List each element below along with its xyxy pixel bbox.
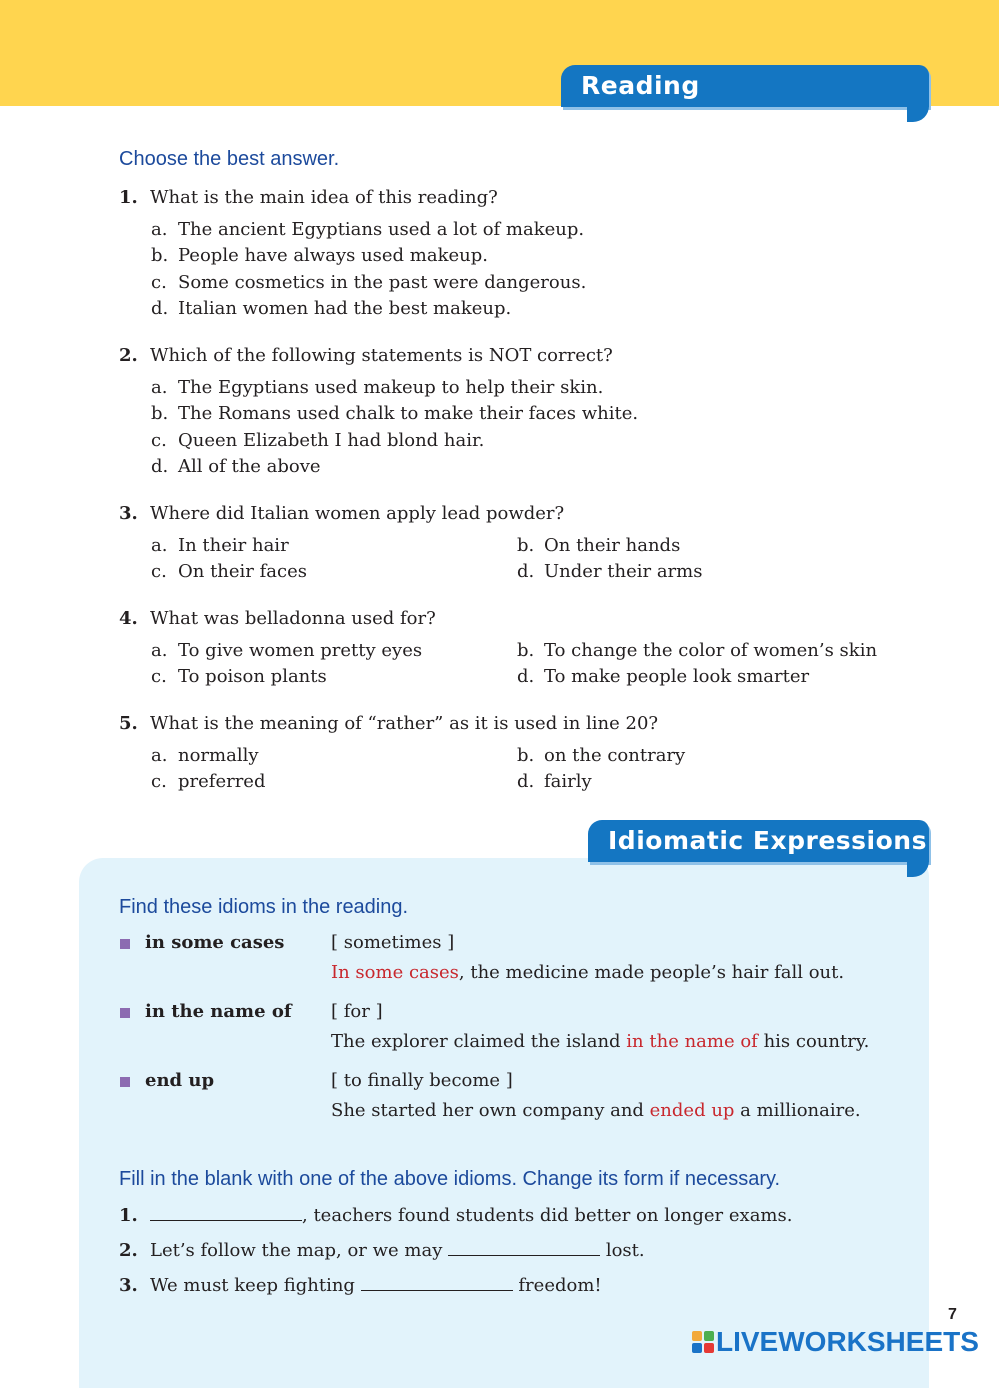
question-5: 5. What is the meaning of “rather” as it is used in line 20? (119, 713, 659, 734)
option-2d[interactable]: d. All of the above (151, 456, 321, 477)
option-4a[interactable]: a. To give women pretty eyes (151, 640, 423, 661)
idiom-example: In some cases, the medicine made people’s hair fall out. (331, 962, 845, 983)
option-1b[interactable]: b. People have always used makeup. (151, 245, 488, 266)
square-bullet-icon (120, 939, 130, 949)
idiom-term: in the name of (145, 1001, 292, 1022)
idiom-definition: [ sometimes ] (331, 932, 455, 953)
tab-tail-decoration (907, 104, 929, 122)
idiom-example: She started her own company and ended up a millionaire. (331, 1100, 861, 1121)
question-4: 4. What was belladonna used for? (119, 608, 436, 629)
option-3a[interactable]: a. In their hair (151, 535, 289, 556)
square-bullet-icon (120, 1077, 130, 1087)
page-number: 7 (948, 1306, 957, 1323)
fill-item-2: 2. Let’s follow the map, or we may lost. (119, 1240, 645, 1261)
option-1a[interactable]: a. The ancient Egyptians used a lot of makeup. (151, 219, 585, 240)
option-5a[interactable]: a. normally (151, 745, 259, 766)
option-1c[interactable]: c. Some cosmetics in the past were dangerous. (151, 272, 587, 293)
idiom-example: The explorer claimed the island in the name of his country. (331, 1031, 870, 1052)
idioms-instruction: Find these idioms in the reading. (119, 896, 409, 918)
option-2a[interactable]: a. The Egyptians used makeup to help their skin. (151, 377, 604, 398)
blank-input[interactable] (448, 1241, 600, 1256)
reading-instruction: Choose the best answer. (119, 148, 340, 170)
idiomatic-expressions-tab: Idiomatic Expressions (588, 820, 929, 862)
option-5b[interactable]: b. on the contrary (517, 745, 686, 766)
idiom-term: in some cases (145, 932, 285, 953)
option-3b[interactable]: b. On their hands (517, 535, 681, 556)
option-3d[interactable]: d. Under their arms (517, 561, 703, 582)
fill-item-3: 3. We must keep fighting freedom! (119, 1275, 602, 1296)
question-2: 2. Which of the following statements is NOT correct? (119, 345, 613, 366)
option-4c[interactable]: c. To poison plants (151, 666, 327, 687)
fill-item-1: 1. , teachers found students did better on longer exams. (119, 1205, 793, 1226)
option-4d[interactable]: d. To make people look smarter (517, 666, 810, 687)
liveworksheets-logo-icon (692, 1331, 714, 1353)
idiom-definition: [ for ] (331, 1001, 383, 1022)
square-bullet-icon (120, 1008, 130, 1018)
blank-input[interactable] (150, 1206, 302, 1221)
reading-comprehension-tab: Reading Comprehension (561, 65, 929, 107)
option-2b[interactable]: b. The Romans used chalk to make their faces white. (151, 403, 639, 424)
option-1d[interactable]: d. Italian women had the best makeup. (151, 298, 512, 319)
fill-instruction: Fill in the blank with one of the above idioms. Change its form if necessary. (119, 1168, 781, 1190)
option-4b[interactable]: b. To change the color of women’s skin (517, 640, 878, 661)
option-5d[interactable]: d. fairly (517, 771, 592, 792)
question-3: 3. Where did Italian women apply lead powder? (119, 503, 565, 524)
idiom-definition: [ to finally become ] (331, 1070, 513, 1091)
liveworksheets-watermark (692, 1326, 979, 1358)
watermark-text: LIVEWORKSHEETS (716, 1326, 979, 1357)
question-1: 1. What is the main idea of this reading? (119, 187, 498, 208)
option-2c[interactable]: c. Queen Elizabeth I had blond hair. (151, 430, 485, 451)
option-3c[interactable]: c. On their faces (151, 561, 307, 582)
idiom-term: end up (145, 1070, 215, 1091)
option-5c[interactable]: c. preferred (151, 771, 266, 792)
blank-input[interactable] (361, 1276, 513, 1291)
